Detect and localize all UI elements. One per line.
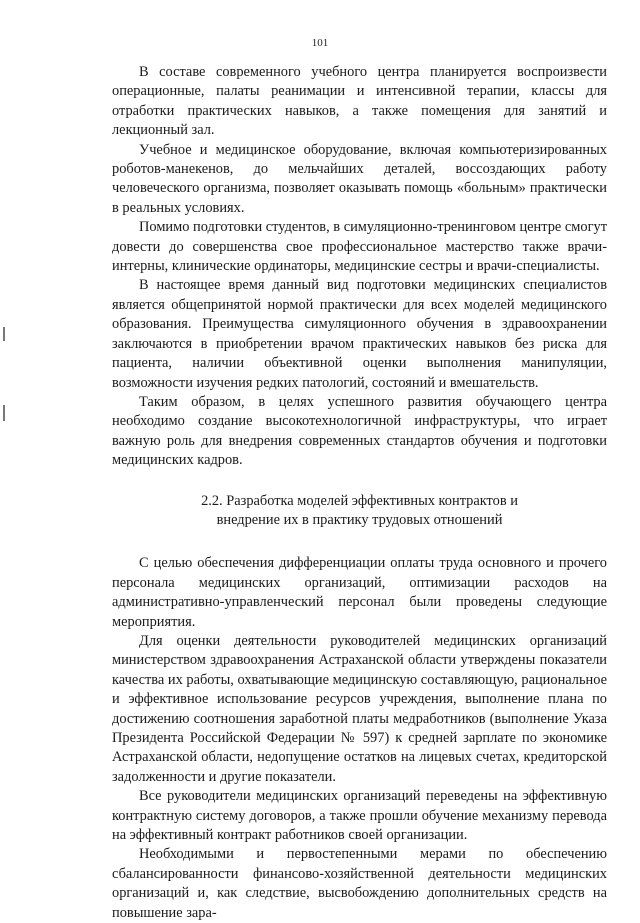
body-text bbox=[112, 63, 607, 923]
paragraph: Необходимыми и первостепенными мерами по обеспечению сбалансированности финансово-хозяйственной деятельности медицинских организаций и, как следствие, высвобождению дополнительных средств на повышение зара- bbox=[112, 846, 607, 921]
paragraph: Учебное и медицинское оборудование, включая компьютеризированных роботов-манекенов, до мельчайших деталей, воссоздающих работу человеческого организма, позволяет оказывать помощь «больным» практически в реальных условиях. bbox=[112, 141, 607, 216]
paragraph: Таким образом, в целях успешного развития обучающего центра необходимо создание высокотехнологичной инфраструктуры, что играет важную роль для внедрения современных стандартов обучения и подготовки медицинских кадров. bbox=[112, 393, 607, 469]
paragraph: С целью обеспечения дифференциации оплаты труда основного и прочего персонала медицинских организаций, оптимизации расходов на административно-управленческий персонал были проведены следующие мероприятия. bbox=[112, 555, 607, 630]
paragraph: Для оценки деятельности руководителей медицинских организаций министерством здравоохранения Астраханской области утверждены показатели качества их работы, охватывающие медицинскую составляющую, рациональное и эффективное использование ресурсов учреждения, выполнение плана по достижению соотношения заработной платы медработников (выполнение Указа Президента Российской Федерации № 597) к средней зарплате по экономике Астраханской области, недопущение остатков на лицевых счетах, кредиторской задолженности и другие показатели. bbox=[112, 632, 607, 785]
paragraph: Все руководители медицинских организаций переведены на эффективную контрактную систему договоров, а также прошли обучение механизму перевода на эффективный контракт работников своей организации. bbox=[112, 788, 607, 844]
margin-scan-mark-lower bbox=[3, 405, 5, 421]
section-heading-line-1: 2.2. Разработка моделей эффективных контрактов и bbox=[201, 492, 518, 509]
page-number: 101 bbox=[311, 37, 329, 49]
paragraph: Помимо подготовки студентов, в симуляционно-тренинговом центре смогут довести до совершенства свое профессиональное мастерство также врачи-интерны, клинические ординаторы, медицинские сестры и врачи-специалисты. bbox=[112, 219, 607, 275]
margin-scan-mark-upper bbox=[3, 327, 5, 341]
section-heading bbox=[112, 492, 607, 531]
paragraph: В настоящее время данный вид подготовки медицинских специалистов является общепринятой нормой практически для всех моделей медицинского образования. Преимущества симуляционного обучения в здравоохранении заключаются в приобретении врачом практических навыков без риска для пациента, наличии объективной оценки выполнения манипуляции, возможности изучения редких патологий, состояний и вмешательств. bbox=[112, 277, 607, 391]
section-heading-line-2: внедрение их в практику трудовых отношений bbox=[216, 511, 503, 528]
paragraph: В составе современного учебного центра планируется воспроизвести операционные, палаты реанимации и интенсивной терапии, классы для отработки практических навыков, а также помещения для занятий и лекционный зал. bbox=[112, 64, 607, 139]
